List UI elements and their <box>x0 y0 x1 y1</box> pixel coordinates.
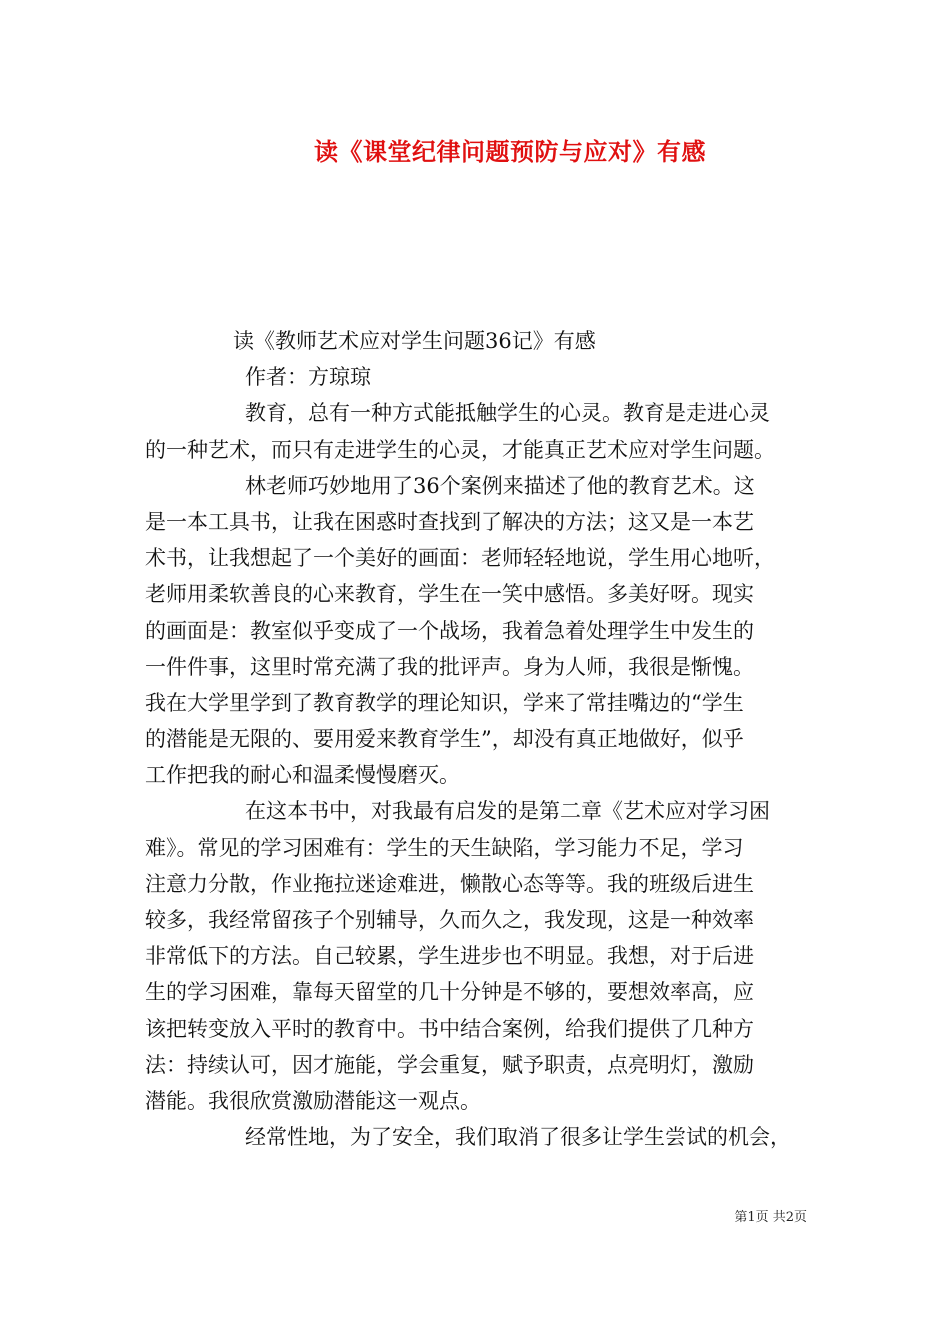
text-line: 潜能。我很欣赏激励潜能这一观点。 <box>145 1088 481 1113</box>
paragraph-2 <box>145 468 807 794</box>
text-line: 是一本工具书，让我在困惑时查找到了解决的方法；这又是一本艺 <box>145 509 754 534</box>
text-line: 老师用柔软善良的心来教育，学生在一笑中感悟。多美好呀。现实 <box>145 582 754 607</box>
text-line: 在这本书中，对我最有启发的是第二章《艺术应对学习困 <box>245 799 770 824</box>
text-line: 较多，我经常留孩子个别辅导，久而久之，我发现，这是一种效率 <box>145 908 754 932</box>
page-title: 读《课堂纪律问题预防与应对》有感 <box>314 137 706 166</box>
text-line: 一件件事，这里时常充满了我的批评声。身为人师，我很是惭愧。 <box>145 654 754 679</box>
article-body <box>145 323 807 1155</box>
text-line: 法：持续认可，因才施能，学会重复，赋予职责，点亮明灯，激励 <box>145 1052 754 1077</box>
text-line: 的画面是：教室似乎变成了一个战场，我着急着处理学生中发生的 <box>145 618 754 643</box>
text-line: 该把转变放入平时的教育中。书中结合案例，给我们提供了几种方 <box>145 1016 754 1041</box>
text-line: 经常性地，为了安全，我们取消了很多让学生尝试的机会， <box>245 1125 791 1150</box>
article-subtitle: 读《教师艺术应对学生问题36记》有感 <box>233 329 596 353</box>
text-line: 工作把我的耐心和温柔慢慢磨灭。 <box>145 763 460 788</box>
text-line: 教育，总有一种方式能抵触学生的心灵。教育是走进心灵 <box>245 401 770 426</box>
text-line: 术书，让我想起了一个美好的画面：老师轻轻地说，学生用心地听， <box>145 546 775 571</box>
text-line: 林老师巧妙地用了36个案例来描述了他的教育艺术。这 <box>245 473 755 498</box>
page-number-footer: 第1页 共2页 <box>734 1210 807 1225</box>
paragraph-3 <box>145 793 807 1119</box>
text-line: 的潜能是无限的、要用爱来教育学生”，却没有真正地做好，似乎 <box>145 727 744 752</box>
text-line: 生的学习困难，靠每天留堂的几十分钟是不够的，要想效率高，应 <box>145 980 754 1005</box>
paragraph-1 <box>145 395 807 467</box>
text-line: 非常低下的方法。自己较累，学生进步也不明显。我想，对于后进 <box>145 944 754 969</box>
paragraph-4 <box>145 1119 807 1155</box>
article-author: 作者：方琼琼 <box>245 365 371 390</box>
text-line: 难》。常见的学习困难有：学生的天生缺陷，学习能力不足，学习 <box>145 835 744 860</box>
text-line: 注意力分散，作业拖拉迷途难进，懒散心态等等。我的班级后进生 <box>145 871 754 896</box>
text-line: 的一种艺术，而只有走进学生的心灵，才能真正艺术应对学生问题。 <box>145 437 775 462</box>
text-line: 我在大学里学到了教育教学的理论知识，学来了常挂嘴边的“学生 <box>145 690 744 715</box>
